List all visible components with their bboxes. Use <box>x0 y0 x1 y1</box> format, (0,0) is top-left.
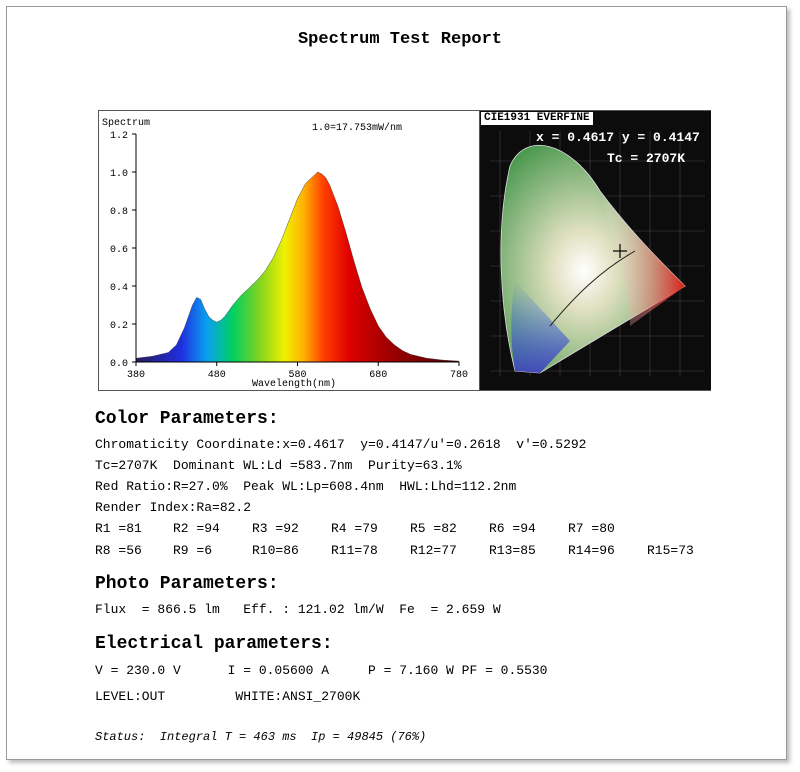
y-tick-label: 0.6 <box>109 245 128 256</box>
y-tick-label: 1.0 <box>109 169 128 180</box>
x-axis-label: Wavelength(nm) <box>251 379 337 390</box>
report-title: Spectrum Test Report <box>297 30 503 49</box>
tc-dominant-line: Tc=2707K Dominant WL:Ld =583.7nm Purity=63.1% <box>95 458 462 473</box>
y-tick-label: 0.4 <box>109 283 128 294</box>
color-parameters-heading: Color Parameters: <box>95 409 279 429</box>
r13-value: R13=85 <box>489 543 536 558</box>
r5-value: R5 =82 <box>410 521 457 536</box>
r1-value: R1 =81 <box>95 521 142 536</box>
electrical-parameters-heading: Electrical parameters: <box>95 634 333 654</box>
y-tick-label: 1.2 <box>109 131 128 142</box>
r4-value: R4 =79 <box>331 521 378 536</box>
cie-tc-readout: Tc = 2707K <box>607 151 686 166</box>
y-tick-label: 0.2 <box>109 321 128 332</box>
r2-value: R2 =94 <box>173 521 220 536</box>
r7-value: R7 =80 <box>568 521 615 536</box>
x-tick-label: 580 <box>288 370 307 381</box>
status-line: Status: Integral T = 463 ms Ip = 49845 (76%) <box>95 730 427 744</box>
r11-value: R11=78 <box>331 543 378 558</box>
cie-xy-readout: x = 0.4617 y = 0.4147 <box>536 130 700 145</box>
render-index-line: Render Index:Ra=82.2 <box>95 500 252 515</box>
r12-value: R12=77 <box>410 543 457 558</box>
level-white-line: LEVEL:OUT WHITE:ANSI_2700K <box>95 689 361 704</box>
photo-line: Flux = 866.5 lm Eff. : 121.02 lm/W Fe = 2.659 W <box>95 602 501 617</box>
r8-value: R8 =56 <box>95 543 142 558</box>
spectrum-chart <box>99 111 479 390</box>
photo-parameters-heading: Photo Parameters: <box>95 574 279 594</box>
r9-value: R9 =6 <box>173 543 213 558</box>
y-tick-label: 0.0 <box>109 359 128 370</box>
red-ratio-line: Red Ratio:R=27.0% Peak WL:Lp=608.4nm HWL:Lhd=112.2nm <box>95 479 517 494</box>
x-tick-label: 480 <box>207 370 226 381</box>
graphs-panel <box>98 110 711 391</box>
r14-value: R14=96 <box>568 543 615 558</box>
chromaticity-line: Chromaticity Coordinate:x=0.4617 y=0.4147/u'=0.2618 v'=0.5292 <box>95 437 587 452</box>
y-tick-label: 0.8 <box>109 207 128 218</box>
cie-title: CIE1931 EVERFINE <box>481 112 593 125</box>
cie-diagram <box>479 111 711 390</box>
electrical-line: V = 230.0 V I = 0.05600 A P = 7.160 W PF = 0.5530 <box>95 663 548 678</box>
r15-value: R15=73 <box>647 543 694 558</box>
r10-value: R10=86 <box>252 543 299 558</box>
x-tick-label: 380 <box>126 370 146 381</box>
x-tick-label: 680 <box>369 370 388 381</box>
spectrum-title: Spectrum <box>102 118 151 129</box>
spectrum-area <box>136 172 459 362</box>
r3-value: R3 =92 <box>252 521 299 536</box>
r6-value: R6 =94 <box>489 521 536 536</box>
x-tick-label: 780 <box>449 370 469 381</box>
spectrum-scale-note: 1.0=17.753mW/nm <box>311 123 403 134</box>
